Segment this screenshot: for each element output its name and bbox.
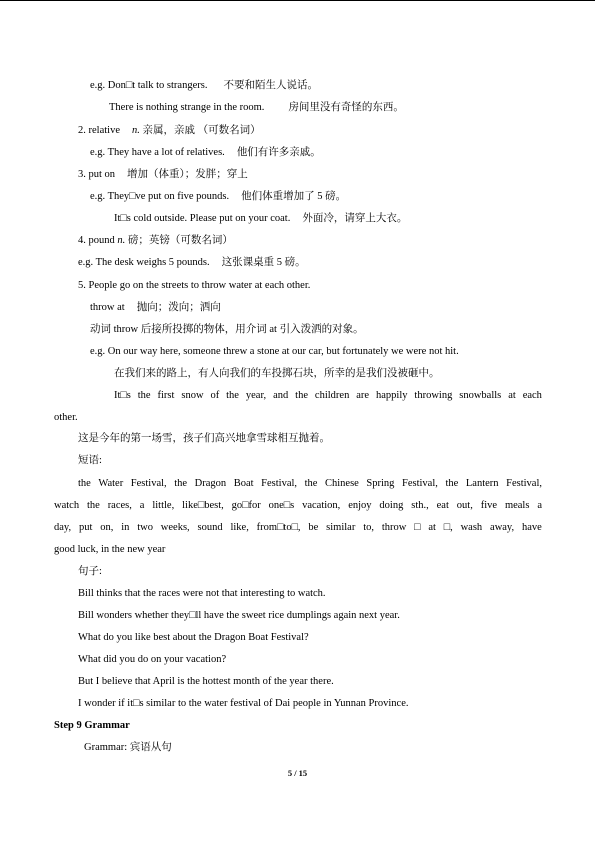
- word: Festival,: [261, 478, 298, 489]
- word: each: [522, 390, 542, 401]
- sentence-4: What did you do on your vacation?: [78, 654, 227, 665]
- word: one□s: [268, 500, 295, 511]
- word: □,: [443, 522, 453, 533]
- example-line-6: [78, 256, 306, 270]
- usage-note: 动词 throw 后接所投掷的物体，用介词 at 引入泼洒的对象。: [90, 324, 364, 335]
- word: year,: [245, 390, 267, 401]
- vocab-item-sentence-5: 5. People go on the streets to throw water at each other.: [78, 280, 311, 291]
- example-chinese: 外面冷，请穿上大衣。: [302, 213, 408, 224]
- sentence-3: What do you like best about the Dragon Boat Festival?: [78, 632, 309, 643]
- word: away,: [490, 522, 515, 533]
- example-line-8: [114, 389, 542, 403]
- word: two: [137, 522, 153, 533]
- word: meals: [504, 500, 530, 511]
- word: the: [78, 478, 91, 489]
- vocab-item-relative: [78, 124, 261, 138]
- word: Boat: [233, 478, 254, 489]
- word: a: [537, 500, 542, 511]
- example-english: e.g. They□ve put on five pounds.: [90, 191, 230, 202]
- word: It□s: [114, 390, 131, 401]
- vocab-meaning: 亲属，亲戚 （可数名词）: [142, 125, 261, 136]
- word: the: [295, 390, 308, 401]
- grammar-label: Grammar: 宾语从句: [84, 742, 172, 753]
- vocab-meaning: 抛向；泼向；洒向: [136, 302, 221, 313]
- word: like□best,: [182, 500, 224, 511]
- example-chinese: 房间里没有奇怪的东西。: [288, 102, 404, 113]
- word: little,: [152, 500, 175, 511]
- part-of-speech: n.: [131, 125, 140, 136]
- example-english: There is nothing strange in the room.: [109, 102, 265, 113]
- word: first: [157, 390, 175, 401]
- sentence-1: Bill thinks that the races were not that interesting to watch.: [78, 588, 326, 599]
- word: weeks,: [160, 522, 190, 533]
- word: Festival,: [130, 478, 167, 489]
- word: happily: [376, 390, 408, 401]
- example-line-3: [90, 146, 321, 160]
- word: the: [445, 478, 459, 489]
- word: have: [521, 522, 542, 533]
- word: and: [273, 390, 289, 401]
- word: out,: [456, 500, 473, 511]
- vocab-item-put-on: [78, 168, 248, 182]
- phrase-throw-at: [90, 301, 221, 315]
- part-of-speech: n.: [117, 235, 126, 246]
- phrases-line-2: [54, 499, 542, 513]
- word: enjoy: [348, 500, 372, 511]
- word: the: [304, 478, 318, 489]
- word: put: [78, 522, 93, 533]
- example-line-5: [114, 212, 407, 226]
- word: watch: [54, 500, 80, 511]
- phrases-line-1: [78, 477, 542, 491]
- word: Festival,: [402, 478, 438, 489]
- sentence-6: I wonder if it□s similar to the water festival of Dai people in Yunnan Province.: [78, 698, 409, 709]
- word: at: [428, 522, 436, 533]
- sentence-2: Bill wonders whether they□ll have the sweet rice dumplings again next year.: [78, 610, 400, 621]
- word: the: [226, 390, 239, 401]
- word: day,: [54, 522, 72, 533]
- word: races,: [107, 500, 132, 511]
- word: Lantern: [465, 478, 499, 489]
- example-english: It□s cold outside. Please put on your coat.: [114, 213, 291, 224]
- vocab-word: 4. pound: [78, 235, 115, 246]
- word: doing: [379, 500, 404, 511]
- section-label-phrases: 短语:: [78, 455, 102, 466]
- example-line-1: [90, 79, 318, 93]
- word: Festival,: [506, 478, 542, 489]
- phrases-line-3: [54, 521, 542, 535]
- example-english: e.g. The desk weighs 5 pounds.: [78, 257, 210, 268]
- vocab-meaning: 磅；英镑（可数名词）: [127, 235, 233, 246]
- vocab-word: 3. put on: [78, 169, 116, 180]
- word: the: [174, 478, 188, 489]
- example-line-8-cont: other.: [54, 412, 78, 423]
- word: sth.,: [411, 500, 429, 511]
- word: like,: [230, 522, 249, 533]
- example-english: e.g. They have a lot of relatives.: [90, 147, 225, 158]
- word: children: [314, 390, 350, 401]
- vocab-meaning: 增加（体重）；发胖；穿上: [127, 169, 248, 180]
- word: be: [308, 522, 319, 533]
- example-translation-8: 这是今年的第一场雪，孩子们高兴地拿雪球相互抛着。: [78, 433, 330, 444]
- example-chinese: 他们体重增加了 5 磅。: [241, 191, 347, 202]
- vocab-item-pound: [78, 234, 233, 248]
- word: in: [121, 522, 130, 533]
- example-chinese: 不要和陌生人说话。: [223, 80, 318, 91]
- example-line-7: e.g. On our way here, someone threw a stone at our car, but fortunately we were not hit.: [90, 346, 459, 357]
- header-rule: [0, 0, 595, 1]
- word: to,: [363, 522, 374, 533]
- word: Water: [98, 478, 124, 489]
- vocab-word: throw at: [90, 302, 125, 313]
- example-chinese: 他们有许多亲戚。: [236, 147, 321, 158]
- word: wash: [460, 522, 483, 533]
- word: at: [508, 390, 516, 401]
- phrases-line-4: good luck, in the new year: [54, 544, 166, 555]
- word: the: [137, 390, 151, 401]
- word: Chinese: [325, 478, 359, 489]
- word: from□to□,: [256, 522, 301, 533]
- word: of: [210, 390, 220, 401]
- example-chinese: 这张课桌重 5 磅。: [221, 257, 306, 268]
- word: throwing: [414, 390, 453, 401]
- word: a: [139, 500, 145, 511]
- sentence-5: But I believe that April is the hottest month of the year there.: [78, 676, 334, 687]
- word: □: [414, 522, 421, 533]
- word: sound: [197, 522, 223, 533]
- word: five: [480, 500, 498, 511]
- word: snow: [181, 390, 204, 401]
- example-translation-7: 在我们来的路上，有人向我们的车投掷石块，所幸的是我们没被砸中。: [114, 368, 440, 379]
- word: eat: [436, 500, 449, 511]
- vocab-word: 2. relative: [78, 125, 120, 136]
- example-english: e.g. Don□t talk to strangers.: [90, 80, 208, 91]
- word: vacation,: [302, 500, 341, 511]
- word: snowballs: [459, 390, 502, 401]
- example-line-4: [90, 190, 346, 204]
- word: are: [356, 390, 370, 401]
- word: Dragon: [194, 478, 227, 489]
- word: Spring: [366, 478, 395, 489]
- word: go□for: [231, 500, 261, 511]
- word: throw: [381, 522, 407, 533]
- section-label-sentences: 句子:: [78, 566, 102, 577]
- word: similar: [326, 522, 356, 533]
- step-heading: Step 9 Grammar: [54, 720, 130, 731]
- word: on,: [100, 522, 114, 533]
- example-line-2: [109, 101, 404, 115]
- word: the: [86, 500, 100, 511]
- page-number: 5 / 15: [287, 768, 308, 778]
